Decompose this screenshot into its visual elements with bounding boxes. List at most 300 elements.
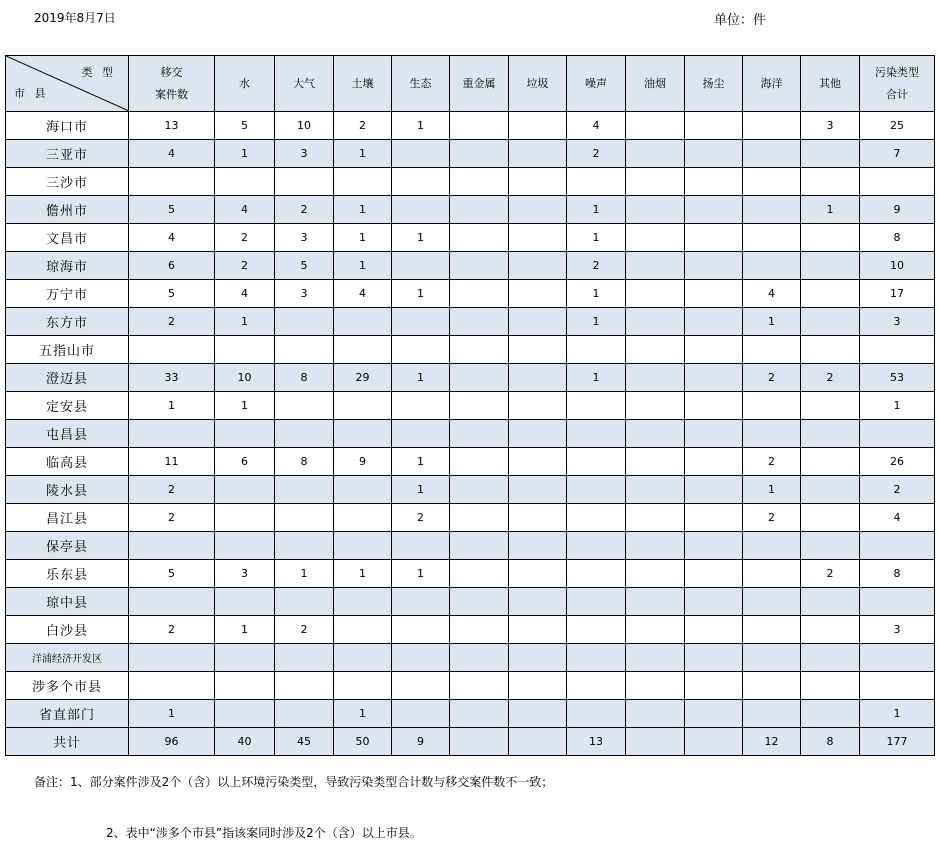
value-cell xyxy=(215,532,275,560)
value-cell: 96 xyxy=(129,728,215,756)
value-cell xyxy=(567,700,626,728)
value-cell xyxy=(801,140,860,168)
value-cell: 6 xyxy=(129,252,215,280)
value-cell: 5 xyxy=(129,280,215,308)
total-row xyxy=(6,728,935,756)
value-cell xyxy=(743,392,801,420)
table-row xyxy=(6,224,935,252)
value-cell xyxy=(626,196,685,224)
header-cell xyxy=(567,56,626,112)
header-cell-text: 垃圾 xyxy=(526,76,549,90)
header-cell-text: 水 xyxy=(239,76,250,90)
value-cell xyxy=(685,196,743,224)
value-cell xyxy=(334,616,392,644)
value-cell xyxy=(509,308,567,336)
value-cell xyxy=(450,644,509,672)
value-cell xyxy=(626,308,685,336)
value-cell: 1 xyxy=(567,308,626,336)
value-cell xyxy=(509,168,567,196)
value-cell: 4 xyxy=(215,196,275,224)
header-cell-text: 噪声 xyxy=(585,76,607,90)
value-cell xyxy=(450,672,509,700)
value-cell: 17 xyxy=(860,280,935,308)
value-cell xyxy=(626,252,685,280)
table-row xyxy=(6,336,935,364)
table-body xyxy=(6,56,935,756)
value-cell xyxy=(685,280,743,308)
value-cell xyxy=(743,252,801,280)
header-cell-text: 其他 xyxy=(819,76,841,90)
value-cell xyxy=(392,532,450,560)
value-cell xyxy=(801,448,860,476)
value-cell xyxy=(509,252,567,280)
value-cell: 4 xyxy=(215,280,275,308)
header-cell xyxy=(801,56,860,112)
value-cell xyxy=(743,112,801,140)
value-cell: 2 xyxy=(129,616,215,644)
value-cell xyxy=(509,700,567,728)
value-cell: 3 xyxy=(275,140,334,168)
value-cell xyxy=(743,672,801,700)
value-cell: 1 xyxy=(567,364,626,392)
value-cell xyxy=(685,616,743,644)
value-cell: 3 xyxy=(275,280,334,308)
header-cell xyxy=(215,56,275,112)
value-cell xyxy=(334,672,392,700)
table-row xyxy=(6,504,935,532)
value-cell xyxy=(509,504,567,532)
value-cell: 9 xyxy=(860,196,935,224)
table-row xyxy=(6,448,935,476)
value-cell xyxy=(567,644,626,672)
value-cell xyxy=(685,252,743,280)
value-cell xyxy=(567,420,626,448)
city-name-cell: 涉多个市县 xyxy=(6,672,129,700)
value-cell: 2 xyxy=(743,504,801,532)
value-cell xyxy=(801,168,860,196)
value-cell xyxy=(509,672,567,700)
value-cell: 2 xyxy=(215,252,275,280)
value-cell xyxy=(392,336,450,364)
value-cell xyxy=(129,644,215,672)
value-cell xyxy=(509,336,567,364)
value-cell: 40 xyxy=(215,728,275,756)
header-cell-text: 海洋 xyxy=(760,76,783,90)
value-cell: 4 xyxy=(860,504,935,532)
header-cell-text: 污染类型 xyxy=(875,65,919,79)
value-cell xyxy=(685,476,743,504)
value-cell xyxy=(509,560,567,588)
value-cell xyxy=(509,392,567,420)
value-cell xyxy=(567,560,626,588)
value-cell xyxy=(450,504,509,532)
value-cell xyxy=(450,168,509,196)
table-row xyxy=(6,588,935,616)
header-cell xyxy=(334,56,392,112)
header-corner-cell xyxy=(6,56,129,112)
city-name-cell: 琼中县 xyxy=(6,588,129,616)
value-cell xyxy=(334,588,392,616)
value-cell: 13 xyxy=(129,112,215,140)
value-cell xyxy=(567,168,626,196)
value-cell: 1 xyxy=(215,308,275,336)
value-cell xyxy=(334,504,392,532)
value-cell xyxy=(392,140,450,168)
header-cell xyxy=(685,56,743,112)
city-name-cell: 海口市 xyxy=(6,112,129,140)
value-cell xyxy=(626,728,685,756)
value-cell: 6 xyxy=(215,448,275,476)
value-cell xyxy=(392,252,450,280)
value-cell: 2 xyxy=(129,504,215,532)
value-cell xyxy=(450,560,509,588)
value-cell: 1 xyxy=(129,700,215,728)
value-cell: 1 xyxy=(129,392,215,420)
value-cell xyxy=(509,364,567,392)
value-cell xyxy=(685,560,743,588)
value-cell xyxy=(392,672,450,700)
value-cell: 1 xyxy=(567,196,626,224)
value-cell xyxy=(685,672,743,700)
value-cell: 8 xyxy=(860,560,935,588)
value-cell xyxy=(129,532,215,560)
city-name-cell: 定安县 xyxy=(6,392,129,420)
header-cell-text: 生态 xyxy=(409,76,432,90)
value-cell xyxy=(450,224,509,252)
table-row xyxy=(6,112,935,140)
city-name-cell: 三沙市 xyxy=(6,168,129,196)
value-cell xyxy=(450,112,509,140)
value-cell xyxy=(215,700,275,728)
value-cell: 2 xyxy=(801,560,860,588)
value-cell xyxy=(801,252,860,280)
value-cell: 4 xyxy=(743,280,801,308)
value-cell xyxy=(743,616,801,644)
value-cell: 3 xyxy=(275,224,334,252)
table-row xyxy=(6,196,935,224)
value-cell: 9 xyxy=(334,448,392,476)
value-cell: 1 xyxy=(392,448,450,476)
value-cell: 2 xyxy=(334,112,392,140)
city-name-cell: 三亚市 xyxy=(6,140,129,168)
value-cell xyxy=(215,336,275,364)
value-cell: 4 xyxy=(129,140,215,168)
value-cell xyxy=(626,644,685,672)
value-cell xyxy=(743,420,801,448)
value-cell: 2 xyxy=(129,308,215,336)
header-cell xyxy=(392,56,450,112)
value-cell xyxy=(860,588,935,616)
value-cell: 2 xyxy=(275,196,334,224)
value-cell: 2 xyxy=(215,224,275,252)
value-cell: 50 xyxy=(334,728,392,756)
city-name-cell: 共计 xyxy=(6,728,129,756)
value-cell xyxy=(275,672,334,700)
value-cell: 1 xyxy=(801,196,860,224)
value-cell: 1 xyxy=(334,140,392,168)
header-cell xyxy=(450,56,509,112)
value-cell xyxy=(743,532,801,560)
value-cell xyxy=(801,532,860,560)
table-row xyxy=(6,392,935,420)
value-cell: 8 xyxy=(860,224,935,252)
value-cell: 1 xyxy=(334,196,392,224)
value-cell xyxy=(626,140,685,168)
value-cell xyxy=(509,112,567,140)
type-label: 类 型 xyxy=(81,66,116,79)
statistics-table xyxy=(5,55,935,756)
header-cell xyxy=(129,56,215,112)
value-cell xyxy=(743,224,801,252)
value-cell xyxy=(275,588,334,616)
value-cell xyxy=(215,476,275,504)
value-cell: 8 xyxy=(275,364,334,392)
value-cell xyxy=(392,420,450,448)
note-1: 备注：1、部分案件涉及2个（含）以上环境污染类型，导致污染类型合计数与移交案件数不一致； xyxy=(34,775,554,789)
value-cell xyxy=(509,616,567,644)
value-cell xyxy=(275,336,334,364)
value-cell xyxy=(801,392,860,420)
value-cell xyxy=(509,448,567,476)
value-cell xyxy=(334,644,392,672)
value-cell: 7 xyxy=(860,140,935,168)
header-row xyxy=(6,56,935,112)
city-label: 市 县 xyxy=(14,87,49,100)
value-cell xyxy=(626,532,685,560)
city-name-cell: 儋州市 xyxy=(6,196,129,224)
value-cell xyxy=(685,504,743,532)
value-cell: 1 xyxy=(334,560,392,588)
value-cell xyxy=(860,420,935,448)
value-cell xyxy=(801,280,860,308)
value-cell xyxy=(743,336,801,364)
value-cell xyxy=(626,672,685,700)
value-cell: 1 xyxy=(392,224,450,252)
value-cell: 29 xyxy=(334,364,392,392)
table-row xyxy=(6,532,935,560)
value-cell: 177 xyxy=(860,728,935,756)
value-cell xyxy=(685,420,743,448)
value-cell xyxy=(450,476,509,504)
value-cell xyxy=(215,672,275,700)
value-cell xyxy=(685,308,743,336)
value-cell: 26 xyxy=(860,448,935,476)
value-cell: 2 xyxy=(743,448,801,476)
value-cell xyxy=(509,644,567,672)
value-cell xyxy=(860,672,935,700)
value-cell xyxy=(129,588,215,616)
value-cell xyxy=(801,672,860,700)
value-cell xyxy=(450,448,509,476)
city-name-cell: 澄迈县 xyxy=(6,364,129,392)
note-2: 2、表中“涉多个市县”指该案同时涉及2个（含）以上市县。 xyxy=(106,826,422,840)
value-cell xyxy=(743,196,801,224)
value-cell: 3 xyxy=(215,560,275,588)
value-cell: 1 xyxy=(392,364,450,392)
value-cell xyxy=(626,476,685,504)
value-cell: 5 xyxy=(215,112,275,140)
value-cell: 2 xyxy=(567,252,626,280)
value-cell xyxy=(567,672,626,700)
value-cell xyxy=(450,336,509,364)
value-cell xyxy=(626,280,685,308)
value-cell xyxy=(801,616,860,644)
value-cell: 10 xyxy=(215,364,275,392)
value-cell: 11 xyxy=(129,448,215,476)
value-cell: 1 xyxy=(392,280,450,308)
value-cell xyxy=(509,728,567,756)
value-cell xyxy=(334,476,392,504)
value-cell xyxy=(626,700,685,728)
value-cell: 3 xyxy=(801,112,860,140)
value-cell xyxy=(129,420,215,448)
table-row xyxy=(6,476,935,504)
value-cell xyxy=(334,168,392,196)
value-cell xyxy=(801,476,860,504)
city-name-cell: 东方市 xyxy=(6,308,129,336)
value-cell xyxy=(801,588,860,616)
table-row xyxy=(6,700,935,728)
value-cell xyxy=(626,336,685,364)
statistics-table-container xyxy=(5,55,935,756)
value-cell xyxy=(626,392,685,420)
table-row xyxy=(6,308,935,336)
value-cell: 2 xyxy=(275,616,334,644)
value-cell xyxy=(743,588,801,616)
value-cell xyxy=(450,252,509,280)
header-cell-text: 移交 xyxy=(160,65,183,79)
table-row xyxy=(6,420,935,448)
header-cell xyxy=(626,56,685,112)
value-cell xyxy=(860,168,935,196)
city-name-cell: 文昌市 xyxy=(6,224,129,252)
value-cell xyxy=(450,616,509,644)
value-cell xyxy=(334,392,392,420)
value-cell xyxy=(275,532,334,560)
table-row xyxy=(6,364,935,392)
value-cell: 5 xyxy=(275,252,334,280)
value-cell xyxy=(275,700,334,728)
value-cell xyxy=(685,140,743,168)
value-cell xyxy=(509,196,567,224)
value-cell xyxy=(685,112,743,140)
value-cell: 1 xyxy=(860,700,935,728)
value-cell: 2 xyxy=(860,476,935,504)
value-cell xyxy=(334,308,392,336)
value-cell xyxy=(509,420,567,448)
value-cell xyxy=(450,420,509,448)
value-cell xyxy=(567,504,626,532)
value-cell xyxy=(567,392,626,420)
value-cell: 4 xyxy=(334,280,392,308)
value-cell xyxy=(215,168,275,196)
value-cell xyxy=(626,560,685,588)
value-cell xyxy=(129,168,215,196)
value-cell: 3 xyxy=(860,616,935,644)
value-cell xyxy=(392,308,450,336)
value-cell xyxy=(801,224,860,252)
value-cell xyxy=(450,532,509,560)
value-cell xyxy=(392,700,450,728)
value-cell xyxy=(275,476,334,504)
value-cell xyxy=(743,700,801,728)
value-cell: 1 xyxy=(334,700,392,728)
value-cell xyxy=(860,644,935,672)
city-name-cell: 临高县 xyxy=(6,448,129,476)
value-cell: 10 xyxy=(860,252,935,280)
value-cell: 1 xyxy=(392,560,450,588)
header-cell xyxy=(509,56,567,112)
value-cell xyxy=(685,392,743,420)
value-cell xyxy=(392,392,450,420)
value-cell xyxy=(801,336,860,364)
value-cell xyxy=(801,644,860,672)
header-cell-text: 案件数 xyxy=(155,87,188,101)
value-cell xyxy=(334,532,392,560)
table-row xyxy=(6,644,935,672)
city-name-cell: 洋浦经济开发区 xyxy=(6,644,129,672)
value-cell xyxy=(567,532,626,560)
value-cell xyxy=(392,196,450,224)
value-cell xyxy=(215,504,275,532)
value-cell: 1 xyxy=(334,252,392,280)
value-cell xyxy=(215,644,275,672)
value-cell: 1 xyxy=(392,476,450,504)
value-cell: 8 xyxy=(275,448,334,476)
value-cell xyxy=(450,728,509,756)
value-cell xyxy=(450,700,509,728)
city-name-cell: 保亭县 xyxy=(6,532,129,560)
value-cell xyxy=(450,392,509,420)
value-cell xyxy=(685,644,743,672)
value-cell xyxy=(450,308,509,336)
value-cell xyxy=(685,168,743,196)
value-cell: 10 xyxy=(275,112,334,140)
value-cell: 1 xyxy=(334,224,392,252)
value-cell xyxy=(275,392,334,420)
table-row xyxy=(6,168,935,196)
table-row xyxy=(6,560,935,588)
value-cell: 1 xyxy=(743,308,801,336)
city-name-cell: 省直部门 xyxy=(6,700,129,728)
value-cell xyxy=(743,644,801,672)
value-cell xyxy=(685,532,743,560)
value-cell xyxy=(567,336,626,364)
header-cell xyxy=(275,56,334,112)
city-name-cell: 万宁市 xyxy=(6,280,129,308)
value-cell xyxy=(743,168,801,196)
city-name-cell: 五指山市 xyxy=(6,336,129,364)
value-cell xyxy=(509,476,567,504)
value-cell xyxy=(567,588,626,616)
value-cell: 1 xyxy=(215,392,275,420)
value-cell: 2 xyxy=(129,476,215,504)
value-cell xyxy=(509,224,567,252)
value-cell: 2 xyxy=(392,504,450,532)
value-cell: 1 xyxy=(215,616,275,644)
value-cell: 8 xyxy=(801,728,860,756)
value-cell xyxy=(801,420,860,448)
value-cell xyxy=(509,280,567,308)
header-cell-text: 油烟 xyxy=(644,76,666,90)
value-cell xyxy=(275,420,334,448)
value-cell xyxy=(509,140,567,168)
value-cell xyxy=(509,588,567,616)
value-cell xyxy=(801,308,860,336)
value-cell xyxy=(275,644,334,672)
value-cell xyxy=(275,168,334,196)
table-row xyxy=(6,252,935,280)
